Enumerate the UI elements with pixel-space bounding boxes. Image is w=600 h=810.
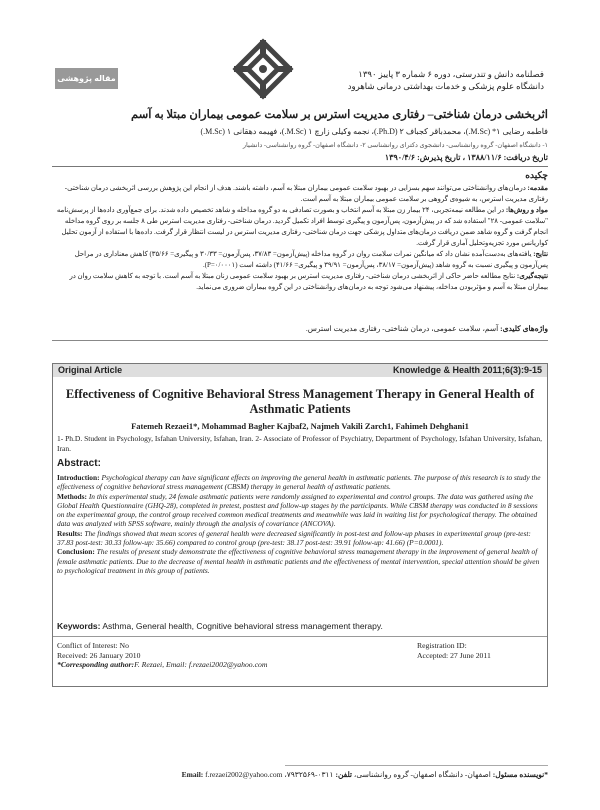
footnote-divider xyxy=(285,765,548,766)
footnote-phone: ۰۳۱۱-۷۹۳۲۵۶۹، xyxy=(284,770,334,779)
journal-line-2: دانشگاه علوم پزشکی و خدمات بهداشتی درمانی شاهرود xyxy=(347,81,544,91)
english-authors: Fatemeh Rezaei1*, Mohammad Bagher Kajbaf2, Najmeh Vakili Zarch1, Fahimeh Dehghani1 xyxy=(131,421,469,431)
english-affiliation: 1- Ph.D. Student in Psychology, Isfahan University, Isfahan, Iran. 2- Associate of Professor of Psychiatry, Department of Psychology, Isfahan University, Isfahan, Iran. xyxy=(57,434,542,453)
persian-keywords-text: آسم، سلامت عمومی، درمان شناختی- رفتاری مدیریت استرس. xyxy=(305,324,499,333)
english-abstract xyxy=(57,473,543,575)
corresponding-author-label: *Corresponding author: xyxy=(57,660,135,669)
persian-conclusion-text: نتایج مطالعه حاضر حاکی از اثربخشی درمان شناختی- رفتاری مدیریت استرس بر بهبود سلامت عمومی زنان مبتلا به آسم است. با توجه به کاهش سلامت روان در بیماران مبتلا به آسم و مؤثربودن مداخله، پیشنهاد می‌شود توجه به درمان‌های روانشناختی در این گروه بیماران ضروری می‌نماید. xyxy=(69,273,548,291)
footnote-label: *نویسنده مسئول: xyxy=(492,770,548,779)
english-results-text: The findings showed that mean scores of general health were decreased significantly in post-test and follow-up phases in experimental group (pre-test: 37.83 post-test: 30.33 follow-up: 35.66) compared to control group (pre-test: 38.17 post-test: 39.91 follow-up: 41.66) (P=0.0001). xyxy=(57,528,531,548)
english-intro-text: Psychological therapy can have significant effects on improving the general health in asthmatic patients. The purpose of this research is to study the effectiveness of cognitive behavioral stress management (CBSM) therapy in general health of asthmatic patients. xyxy=(57,473,541,492)
english-intro-paragraph xyxy=(57,473,543,492)
english-keywords-text: Asthma, General health, Cognitive behavioral stress management therapy. xyxy=(102,621,383,631)
english-keywords-label: Keywords: xyxy=(57,621,101,631)
corresponding-author-text: F. Rezaei, Email: f.rezaei2002@yahoo.com xyxy=(134,660,268,669)
english-methods-label: Methods: xyxy=(57,491,87,501)
persian-methods-label: مواد و روش‌ها: xyxy=(505,207,548,214)
persian-methods-text: در این مطالعه نیمه‌تجربی، ۲۴ بیمار زن مبتلا به آسم انتخاب و بصورت تصادفی به دو گروه مداخله و شاهد تخصیص داده شدند. برای جمع‌آوری داده‌ها از پرسش‌نامه "سلامت عمومی- ۲۸" استفاده شد که در پیش‌آزمون، پس‌آزمون و پیگیری توسط افراد تکمیل گردید. درمان شناختی- رفتاری مدیریت استرس طی ۸ جلسه بر روی گروه مداخله انجام گرفت و گروه شاهد ضمن دریافت درمان‌های متداول پزشکی جهت درمان شناختی- رفتاری مدیریت استرس در لیست انتظار قرار گرفت. داده‌ها با استفاده از آزمون تحلیل کواریانس مورد تجزیه‌وتحلیل آماری قرار گرفت. xyxy=(56,207,548,247)
persian-abstract-heading: چکیده xyxy=(525,170,548,180)
english-title: Effectiveness of Cognitive Behavioral Stress Management Therapy in General Health of Asthmatic Patients xyxy=(65,387,535,416)
persian-intro-paragraph xyxy=(52,183,548,205)
article-type-badge: مقاله پژوهشی xyxy=(55,68,118,89)
persian-abstract xyxy=(52,183,548,293)
english-results-paragraph xyxy=(57,529,543,548)
persian-dates: تاریخ دریافت: ۱۳۸۸/۱۱/۶ ، تاریخ پذیرش: ۱۳۹۰/۴/۶ xyxy=(384,153,548,162)
journal-line-1: فصلنامه دانش و تندرستی، دوره ۶ شماره ۳ پاییز ۱۳۹۰ xyxy=(358,69,544,79)
footnote xyxy=(52,770,548,779)
divider xyxy=(52,166,548,167)
persian-conclusion-paragraph xyxy=(52,271,548,293)
article-type-label: Original Article xyxy=(58,365,123,375)
english-abstract-heading: Abstract: xyxy=(57,458,101,469)
corresponding-author-english xyxy=(57,660,267,669)
persian-conclusion-label: نتیجه‌گیری: xyxy=(516,273,548,280)
university-logo-icon xyxy=(232,38,294,100)
persian-affiliation: ۱- دانشگاه اصفهان- گروه روانشناسی- دانشجوی دکترای روانشناسی ۲- دانشگاه اصفهان- گروه روانشناسی- دانشیار xyxy=(242,142,548,149)
footnote-email-label: Email: xyxy=(181,770,204,779)
footnote-address: اصفهان- دانشگاه اصفهان- گروه روانشناسی، xyxy=(353,770,491,779)
registration-id: Registration ID: xyxy=(417,641,467,650)
persian-results-label: نتایج: xyxy=(533,251,548,258)
persian-methods-paragraph xyxy=(52,205,548,249)
divider xyxy=(52,340,548,341)
footnote-email[interactable]: f.rezaei2002@yahoo.com xyxy=(205,770,283,779)
english-conclusion-paragraph xyxy=(57,547,543,575)
conflict-of-interest: Conflict of Interest: No xyxy=(57,641,129,650)
english-conclusion-text: The results of present study demonstrate the effectiveness of cognitive behavioral stress management therapy in the improvement of general health of female asthmatic patients. Due to the decrease of mental health in asthmatic patients and the effectiveness of mental intervention, special attention should be given to psychological treatment in this group of patients. xyxy=(57,547,540,575)
persian-title: اثربخشی درمان شناختی– رفتاری مدیریت استرس بر سلامت عمومی بیماران مبتلا به آسم xyxy=(130,109,548,121)
english-methods-text: In this experimental study, 24 female asthmatic patients were randomly assigned to experimental and control groups. The data was gathered using the Global Health Questionnaire (GHQ-28), completed in pretest, posttest and follow-up stages by the participants. While CBSM therapy was conducted in 8 sessions on the experimental group, the control group received common medical treatments and meanwhile was laid in waiting list for psychological therapy. The obtained data was analyzed with SPSS software, mainly through the analysis of covariance (ANCOVA). xyxy=(57,491,538,529)
journal-reference: Knowledge & Health 2011;6(3):9-15 xyxy=(392,365,542,375)
footnote-phone-label: تلفن: xyxy=(335,770,353,779)
persian-intro-label: مقدمه: xyxy=(527,185,548,192)
persian-keywords xyxy=(52,324,548,333)
accepted-date: Accepted: 27 June 2011 xyxy=(417,650,491,660)
english-conclusion-label: Conclusion: xyxy=(57,547,95,557)
english-results-label: Results: xyxy=(57,528,83,538)
persian-keywords-label: واژه‌های کلیدی: xyxy=(500,324,548,333)
english-intro-label: Introduction: xyxy=(57,473,100,482)
persian-results-text: یافته‌های به‌دست‌آمده نشان داد که میانگین نمرات سلامت روان در گروه مداخله (پیش‌آزمون= ۳۷/۸۳، پس‌آزمون= ۳۰/۳۳ و پیگیری= ۳۵/۶۶) کاهش معناداری در مراحل پس‌آزمون و پیگیری نسبت به گروه شاهد (پیش‌آزمون= ۳۸/۱۷، پس‌آزمون= ۳۹/۹۱ و پیگیری= ۴۱/۶۶) داشته است (P=۰/۰۰۰۱). xyxy=(74,251,548,269)
journal-info-persian xyxy=(304,68,544,92)
persian-authors: فاطمه رضایی ۱* (M.Sc.)، محمدباقر کجباف ۲ (Ph.D.)، نجمه وکیلی زارچ ۱ (M.Sc.)، فهیمه دهقانی ۱ (M.Sc.) xyxy=(200,127,548,136)
submission-info-right xyxy=(417,641,491,660)
english-keywords xyxy=(57,621,383,631)
persian-results-paragraph xyxy=(52,249,548,271)
received-date: Received: 26 January 2010 xyxy=(57,650,141,660)
divider xyxy=(53,636,547,637)
submission-info-left xyxy=(57,641,140,660)
english-methods-paragraph xyxy=(57,492,543,529)
persian-intro-text: درمان‌های روانشناختی می‌توانند سهم بسزایی در بهبود سلامت عمومی بیماران مبتلا به آسم، داشته باشند. هدف از انجام این پژوهش بررسی اثربخشی درمان شناختی- رفتاری مدیریت استرس، به شیوه‌ی گروهی بر سلامت عمومی بیماران مبتلا به آسم است. xyxy=(64,185,548,203)
